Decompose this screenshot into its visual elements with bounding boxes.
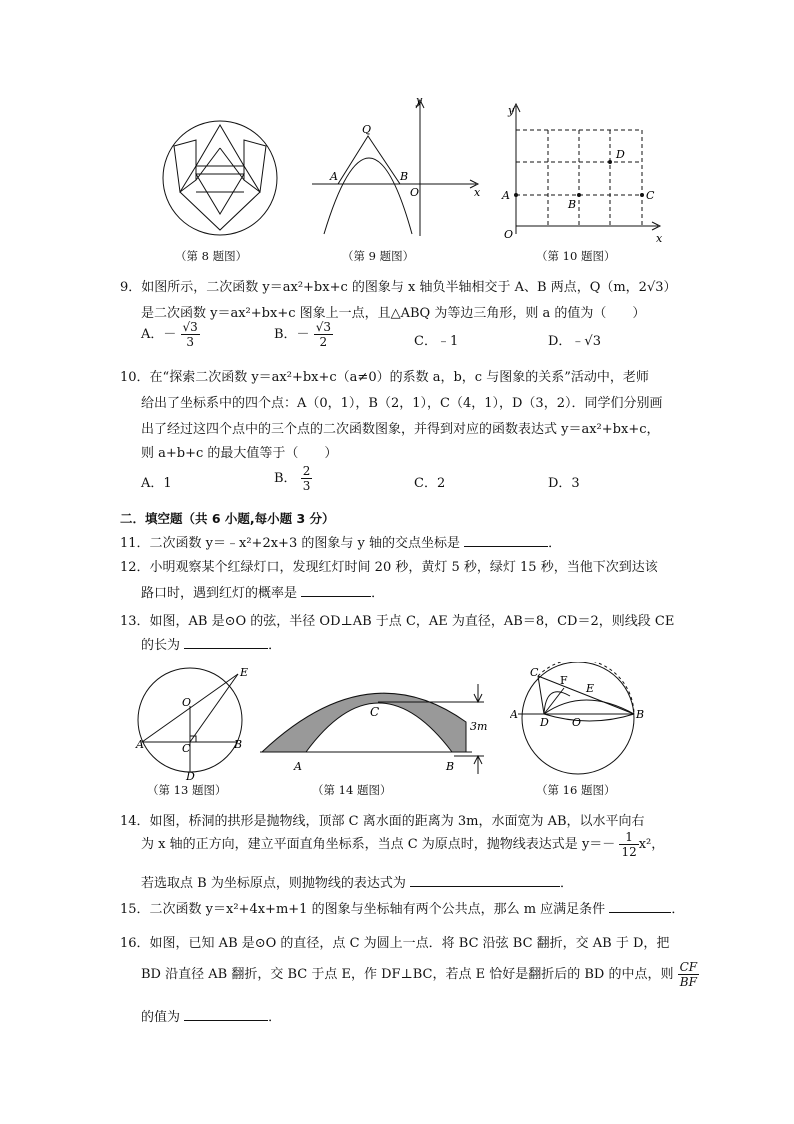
fig14-a-label: A xyxy=(294,760,302,773)
q15-line: 15．二次函数 y＝x²+4x+m+1 的图象与坐标轴有两个公共点，那么 m 应满足条件 ． xyxy=(120,902,685,917)
q11-line: 11．二次函数 y＝﹣x²+2x+3 的图象与 y 轴的交点坐标是 ． xyxy=(120,536,562,551)
q10-option-d[interactable]: D．3 xyxy=(548,476,580,491)
figure-13-caption: （第 13 题图） xyxy=(147,783,227,797)
fig10-o-label: O xyxy=(504,228,514,241)
q9-option-b[interactable]: B．－ $\frac{√3}{2}$ xyxy=(274,320,331,349)
figure-8 xyxy=(160,118,280,238)
q9-line-1: 9．如图所示，二次函数 y＝ax²+bx+c 的图象与 x 轴负半轴相交于 A、B 两点，Q（m，2√3） xyxy=(120,280,677,295)
figure-16-caption: （第 16 题图） xyxy=(536,783,616,797)
fig16-f-label: F xyxy=(560,674,568,687)
q10-line-1: 10．在“探索二次函数 y＝ax²+bx+c（a≠0）的系数 a，b，c 与图象的关系”活动中，老师 xyxy=(120,370,649,385)
q14-line-1: 14．如图，桥洞的拱形是抛物线，顶部 C 离水面的距离为 3m，水面宽为 AB，以水平向右 xyxy=(120,814,645,829)
fig13-d-label: D xyxy=(186,770,195,780)
q12-line-1: 12．小明观察某个红绿灯口，发现红灯时间 20 秒，黄灯 5 秒，绿灯 15 秒，当他下次到达该 xyxy=(120,560,658,575)
q15-answer-blank[interactable] xyxy=(609,900,671,913)
fig14-b-label: B xyxy=(446,760,455,773)
q12-line-2: 路口时，遇到红灯的概率是 ． xyxy=(141,586,385,601)
fig16-e-label: E xyxy=(586,682,595,695)
fig14-height-label: 3m xyxy=(470,720,488,733)
section-2-title: 二．填空题（共 6 小题,每小题 3 分） xyxy=(120,511,335,526)
fig16-c-label: C xyxy=(530,666,539,679)
fig13-a-label: A xyxy=(136,738,144,751)
q10-option-b[interactable]: B． $\frac{2}{3}$ xyxy=(274,464,311,493)
fig13-b-label: B xyxy=(234,738,243,751)
q14-line-2: 为 x 轴的正方向，建立平面直角坐标系，当点 C 为原点时，抛物线表达式是 y＝－ $\frac{1}{12}$ x²， xyxy=(141,830,665,859)
fig9-a-label: A xyxy=(330,170,338,183)
q16-line-1: 16．如图，已知 AB 是⊙O 的直径，点 C 为圆上一点．将 BC 沿弦 BC 翻折，交 AB 于 D，把 xyxy=(120,936,670,951)
q16-line-2: BD 沿直径 AB 翻折，交 BC 于点 E，作 DF⊥BC，若点 E 恰好是翻折后的 BD 的中点，则 $\frac{CF}{BF}$ xyxy=(141,960,698,989)
fig13-e-label: E xyxy=(240,666,249,679)
q9-option-c[interactable]: C．﹣1 xyxy=(414,334,459,349)
fig16-a-label: A xyxy=(510,708,518,721)
fig10-b-label: B xyxy=(568,198,577,211)
figure-8-caption: （第 8 题图） xyxy=(175,249,248,263)
fig9-q-label: Q xyxy=(362,123,372,136)
fig13-o-label: O xyxy=(182,696,192,709)
q10-option-c[interactable]: C．2 xyxy=(414,476,446,491)
figure-13 xyxy=(134,662,264,780)
fig10-d-label: D xyxy=(616,148,625,161)
q11-answer-blank[interactable] xyxy=(464,534,548,547)
fig10-y-label: y xyxy=(508,104,515,117)
figure-14-caption: （第 14 题图） xyxy=(312,783,392,797)
fig13-c-label: C xyxy=(182,742,191,755)
fig14-c-label: C xyxy=(370,705,380,719)
figure-9 xyxy=(308,96,488,238)
q9-line-2: 是二次函数 y＝ax²+bx+c 图象上一点，且△ABQ 为等边三角形，则 a 的值为（ ） xyxy=(141,306,646,321)
q14-answer-blank[interactable] xyxy=(410,874,560,887)
fig16-b-label: B xyxy=(636,708,645,721)
fig9-b-label: B xyxy=(400,170,409,183)
q12-answer-blank[interactable] xyxy=(301,584,371,597)
figure-14 xyxy=(258,678,494,778)
fig16-d-label: D xyxy=(540,716,549,729)
q10-line-4: 则 a+b+c 的最大值等于（ ） xyxy=(141,446,338,461)
q9-option-a[interactable]: A．－ $\frac{√3}{3}$ xyxy=(141,320,198,349)
q13-line-1: 13．如图，AB 是⊙O 的弦，半径 OD⊥AB 于点 C，AE 为直径，AB＝8，CD＝2，则线段 CE xyxy=(120,614,675,629)
q13-line-2: 的长为 ． xyxy=(141,638,282,653)
figure-10 xyxy=(498,100,668,246)
figure-9-caption: （第 9 题图） xyxy=(342,249,415,263)
fig16-o-label: O xyxy=(572,716,582,729)
q10-option-a[interactable]: A．1 xyxy=(141,476,172,491)
fig9-x-label: x xyxy=(474,186,481,199)
fig10-c-label: C xyxy=(646,189,655,202)
fig9-y-label: y xyxy=(416,96,423,107)
figure-10-caption: （第 10 题图） xyxy=(536,249,616,263)
fig10-a-label: A xyxy=(502,189,510,202)
figure-16 xyxy=(510,662,660,778)
fig9-o-label: O xyxy=(410,186,420,199)
q16-line-3: 的值为 ． xyxy=(141,1010,282,1025)
q10-line-2: 给出了坐标系中的四个点：A（0，1），B（2，1），C（4，1），D（3，2）．同学们分别画 xyxy=(141,396,663,411)
fig10-x-label: x xyxy=(656,232,663,245)
q16-answer-blank[interactable] xyxy=(184,1008,268,1021)
q13-answer-blank[interactable] xyxy=(184,636,268,649)
q9-option-d[interactable]: D．﹣√3 xyxy=(548,334,601,349)
q10-line-3: 出了经过这四个点中的三个点的二次函数图象，并得到对应的函数表达式 y＝ax²+bx+c， xyxy=(141,422,660,437)
q14-line-3: 若选取点 B 为坐标原点，则抛物线的表达式为 ． xyxy=(141,876,573,891)
